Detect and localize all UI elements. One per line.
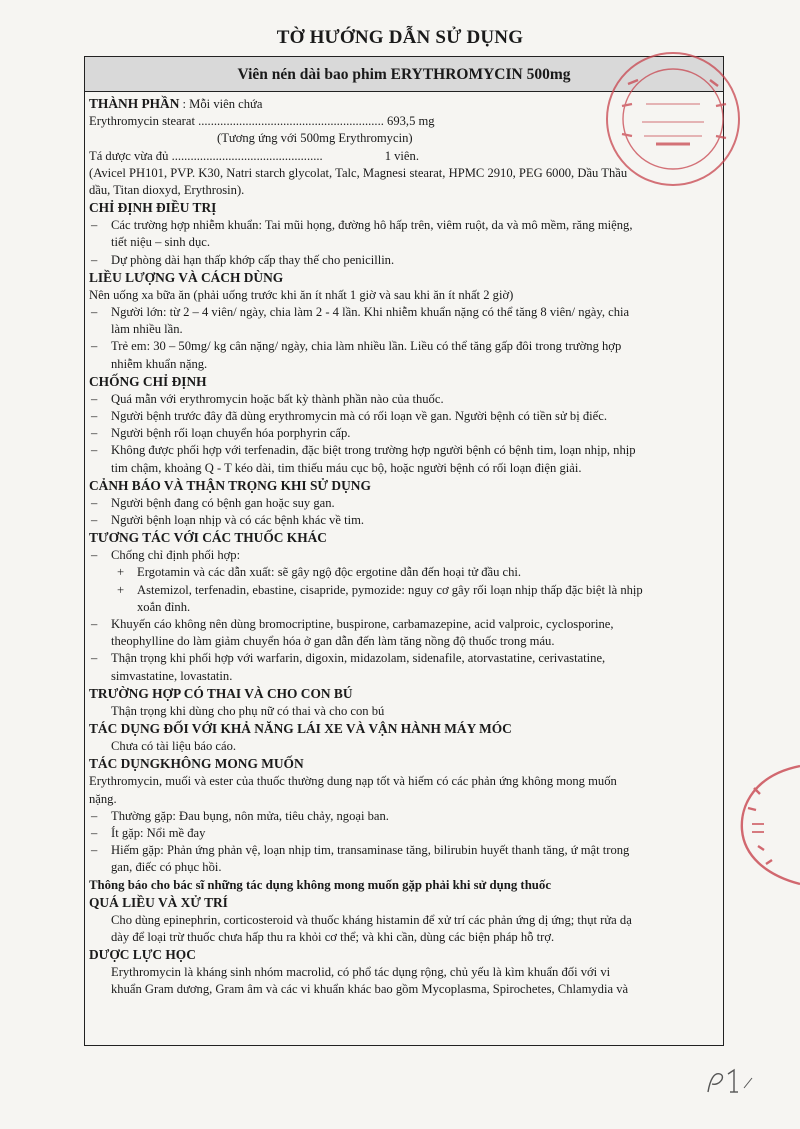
dot-leader: ................................................ bbox=[171, 148, 323, 163]
list-item-continuation: gan, điếc có phục hồi. bbox=[111, 860, 222, 875]
item-text: Quá mẫn với erythromycin hoặc bất kỳ thành phần nào của thuốc. bbox=[111, 391, 444, 406]
pregnancy-text: Thận trọng khi dùng cho phụ nữ có thai và cho con bú bbox=[111, 703, 385, 718]
item-text: Dự phòng dài hạn thấp khớp cấp thay thế cho penicillin. bbox=[111, 252, 395, 267]
interactions-heading: TƯƠNG TÁC VỚI CÁC THUỐC KHÁC bbox=[89, 530, 327, 546]
side-effects-notice: Thông báo cho bác sĩ những tác dụng không mong muốn gặp phải khi sử dụng thuốc bbox=[89, 877, 551, 892]
item-text: Người bệnh đang có bệnh gan hoặc suy gan. bbox=[111, 495, 335, 510]
list-item-continuation: làm nhiều lần. bbox=[111, 322, 183, 337]
pharmacodynamics-text: Erythromycin là kháng sinh nhóm macrolid, có phổ tác dụng rộng, chủ yếu là kìm khuẩn đối với vi bbox=[111, 965, 611, 980]
dash-marker: – bbox=[91, 808, 98, 823]
list-item-continuation: tim chậm, khoảng Q - T kéo dài, tim thiếu máu cục bộ, hoặc người bệnh có rối loạn điện giải. bbox=[111, 460, 582, 475]
item-text: Khuyến cáo không nên dùng bromocriptine, buspirone, carbamazepine, acid valproic, cyclosporine, bbox=[111, 617, 614, 632]
driving-heading: TÁC DỤNG ĐỐI VỚI KHẢ NĂNG LÁI XE VÀ VẬN HÀNH MÁY MÓC bbox=[89, 721, 512, 737]
item-text: Người bệnh rối loạn chuyển hóa porphyrin cấp. bbox=[111, 426, 351, 441]
dash-marker: – bbox=[91, 843, 98, 858]
list-item-continuation: theophylline do làm giảm chuyển hóa ở gan dẫn đến làm tăng nồng độ thuốc trong máu. bbox=[111, 634, 555, 649]
contraindications-heading: CHỐNG CHỈ ĐỊNH bbox=[89, 373, 207, 389]
plus-marker: + bbox=[117, 582, 125, 597]
sub-list-item-continuation: xoắn đỉnh. bbox=[137, 599, 191, 614]
dash-marker: – bbox=[91, 825, 98, 840]
active-ingredient-name: Erythromycin stearat bbox=[89, 114, 199, 129]
item-text: Người lớn: từ 2 – 4 viên/ ngày, chia làm 2 - 4 lần. Khi nhiễm khuẩn nặng có thể tăng 8 viên/ ngày, chia bbox=[111, 305, 630, 320]
item-text: Ít gặp: Nổi mề đay bbox=[111, 825, 206, 840]
leaflet-frame bbox=[84, 56, 724, 1046]
item-text: Hiếm gặp: Phản ứng phản vệ, loạn nhịp tim, transaminase tăng, bilirubin huyết thanh tăng, ứ mật trong bbox=[111, 843, 630, 858]
excipient-list-line: dầu, Titan dioxyd, Erythrosin). bbox=[89, 183, 245, 198]
list-item-continuation: simvastatine, lovastatin. bbox=[111, 668, 233, 683]
document-title: TỜ HƯỚNG DẪN SỬ DỤNG bbox=[276, 27, 524, 48]
handwritten-page-mark bbox=[700, 1066, 760, 1100]
dash-marker: – bbox=[91, 305, 98, 320]
dosage-intro: Nên uống xa bữa ăn (phải uống trước khi ăn ít nhất 1 giờ và sau khi ăn ít nhất 2 giờ) bbox=[89, 287, 514, 302]
list-item bbox=[89, 512, 719, 529]
list-item-continuation: tiết niệu – sinh dục. bbox=[111, 235, 210, 250]
list-item bbox=[89, 825, 719, 842]
dash-marker: – bbox=[91, 391, 98, 406]
item-text: Thường gặp: Đau bụng, nôn mửa, tiêu chảy, ngoại ban. bbox=[111, 808, 389, 823]
item-text: Trẻ em: 30 – 50mg/ kg cân nặng/ ngày, chia làm nhiều lần. Liều có thể tăng gấp đôi trong trường hợp bbox=[111, 339, 622, 354]
sub-list-item bbox=[89, 582, 719, 599]
composition-heading: THÀNH PHẦN bbox=[89, 96, 180, 111]
dash-marker: – bbox=[91, 443, 98, 458]
list-item bbox=[89, 442, 719, 459]
item-text: Ergotamin và các dẫn xuất: sẽ gây ngộ độc ergotine dẫn đến hoại tử đầu chi. bbox=[137, 565, 522, 580]
list-item bbox=[89, 650, 719, 667]
dot-leader: ........................................................... bbox=[198, 114, 384, 129]
item-text: Chống chỉ định phối hợp: bbox=[111, 548, 241, 563]
side-effects-intro: nặng. bbox=[89, 791, 117, 806]
warnings-heading: CẢNH BÁO VÀ THẬN TRỌNG KHI SỬ DỤNG bbox=[89, 477, 371, 493]
list-item bbox=[89, 842, 719, 859]
dash-marker: – bbox=[91, 409, 98, 424]
excipient-list-line: (Avicel PH101, PVP. K30, Natri starch glycolat, Talc, Magnesi stearat, HPMC 2910, PEG 6000, Dầu Thầu bbox=[89, 165, 628, 180]
dash-marker: – bbox=[91, 218, 98, 233]
product-title: Viên nén dài bao phim ERYTHROMYCIN 500mg bbox=[85, 57, 723, 92]
pharmacodynamics-text: khuẩn Gram dương, Gram âm và các vi khuẩn khác bao gồm Mycoplasma, Spirochetes, Chlamydia và bbox=[111, 982, 629, 997]
dosage-heading: LIỀU LƯỢNG VÀ CÁCH DÙNG bbox=[89, 269, 284, 285]
composition-intro: : Mỗi viên chứa bbox=[179, 97, 263, 111]
dash-marker: – bbox=[91, 617, 98, 632]
active-ingredient-amount: 693,5 mg bbox=[383, 114, 435, 129]
overdose-text: Cho dùng epinephrin, corticosteroid và thuốc kháng histamin để xử trí các phản ứng dị ứng; thụt rửa dạ bbox=[111, 912, 632, 927]
dash-marker: – bbox=[91, 548, 98, 563]
item-text: Astemizol, terfenadin, ebastine, cisapride, pymozide: nguy cơ gây rối loạn nhịp thấp đặc biệt là nhịp bbox=[137, 582, 643, 597]
sub-list-item bbox=[89, 564, 719, 581]
list-item bbox=[89, 616, 719, 633]
list-item bbox=[89, 547, 719, 564]
pharmacodynamics-heading: DƯỢC LỰC HỌC bbox=[89, 947, 196, 963]
company-stamp bbox=[598, 44, 748, 194]
excipient-amount: 1 viên. bbox=[384, 148, 419, 163]
list-item bbox=[89, 408, 719, 425]
list-item-continuation: nhiễm khuẩn nặng. bbox=[111, 356, 208, 371]
dash-marker: – bbox=[91, 252, 98, 267]
leaflet-content bbox=[85, 92, 723, 999]
item-text: Không được phối hợp với terfenadin, đặc biệt trong trường hợp người bệnh có bệnh tim, loạn nhịp, nhịp bbox=[111, 443, 636, 458]
dash-marker: – bbox=[91, 495, 98, 510]
item-text: Người bệnh trước đây đã dùng erythromycin mà có rối loạn về gan. Người bệnh có tiền sử bị điếc. bbox=[111, 409, 607, 424]
list-item bbox=[89, 495, 719, 512]
indications-heading: CHỈ ĐỊNH ĐIỀU TRỊ bbox=[89, 200, 217, 216]
side-effects-heading: TÁC DỤNGKHÔNG MONG MUỐN bbox=[89, 756, 304, 772]
list-item bbox=[89, 338, 719, 355]
overdose-heading: QUÁ LIỀU VÀ XỬ TRÍ bbox=[89, 894, 228, 910]
dash-marker: – bbox=[91, 513, 98, 528]
list-item bbox=[89, 304, 719, 321]
side-effects-intro: Erythromycin, muối và ester của thuốc thường dung nạp tốt và hiếm có các phản ứng không mong muốn bbox=[89, 774, 617, 789]
list-item bbox=[89, 217, 719, 234]
dash-marker: – bbox=[91, 426, 98, 441]
dash-marker: – bbox=[91, 651, 98, 666]
excipient-name: Tá dược vừa đủ bbox=[89, 148, 172, 163]
stamp-fragment bbox=[730, 760, 800, 890]
plus-marker: + bbox=[117, 565, 125, 580]
item-text: Thận trọng khi phối hợp với warfarin, digoxin, midazolam, sidenafile, atorvastatine, cerivastatine, bbox=[111, 651, 606, 666]
driving-text: Chưa có tài liệu báo cáo. bbox=[111, 739, 237, 754]
item-text: Các trường hợp nhiễm khuẩn: Tai mũi họng, đường hô hấp trên, viêm ruột, da và mô mềm, răng miệng, bbox=[111, 218, 633, 233]
overdose-text: dày để loại trừ thuốc chưa hấp thu ra khỏi cơ thể; và khi cần, dùng các biện pháp hỗ trợ. bbox=[111, 929, 555, 944]
list-item bbox=[89, 252, 719, 269]
list-item bbox=[89, 808, 719, 825]
list-item bbox=[89, 391, 719, 408]
dash-marker: – bbox=[91, 339, 98, 354]
pregnancy-heading: TRƯỜNG HỢP CÓ THAI VÀ CHO CON BÚ bbox=[89, 685, 353, 701]
item-text: Người bệnh loạn nhịp và có các bệnh khác về tim. bbox=[111, 513, 365, 528]
active-equivalent: (Tương ứng với 500mg Erythromycin) bbox=[217, 131, 413, 146]
list-item bbox=[89, 425, 719, 442]
